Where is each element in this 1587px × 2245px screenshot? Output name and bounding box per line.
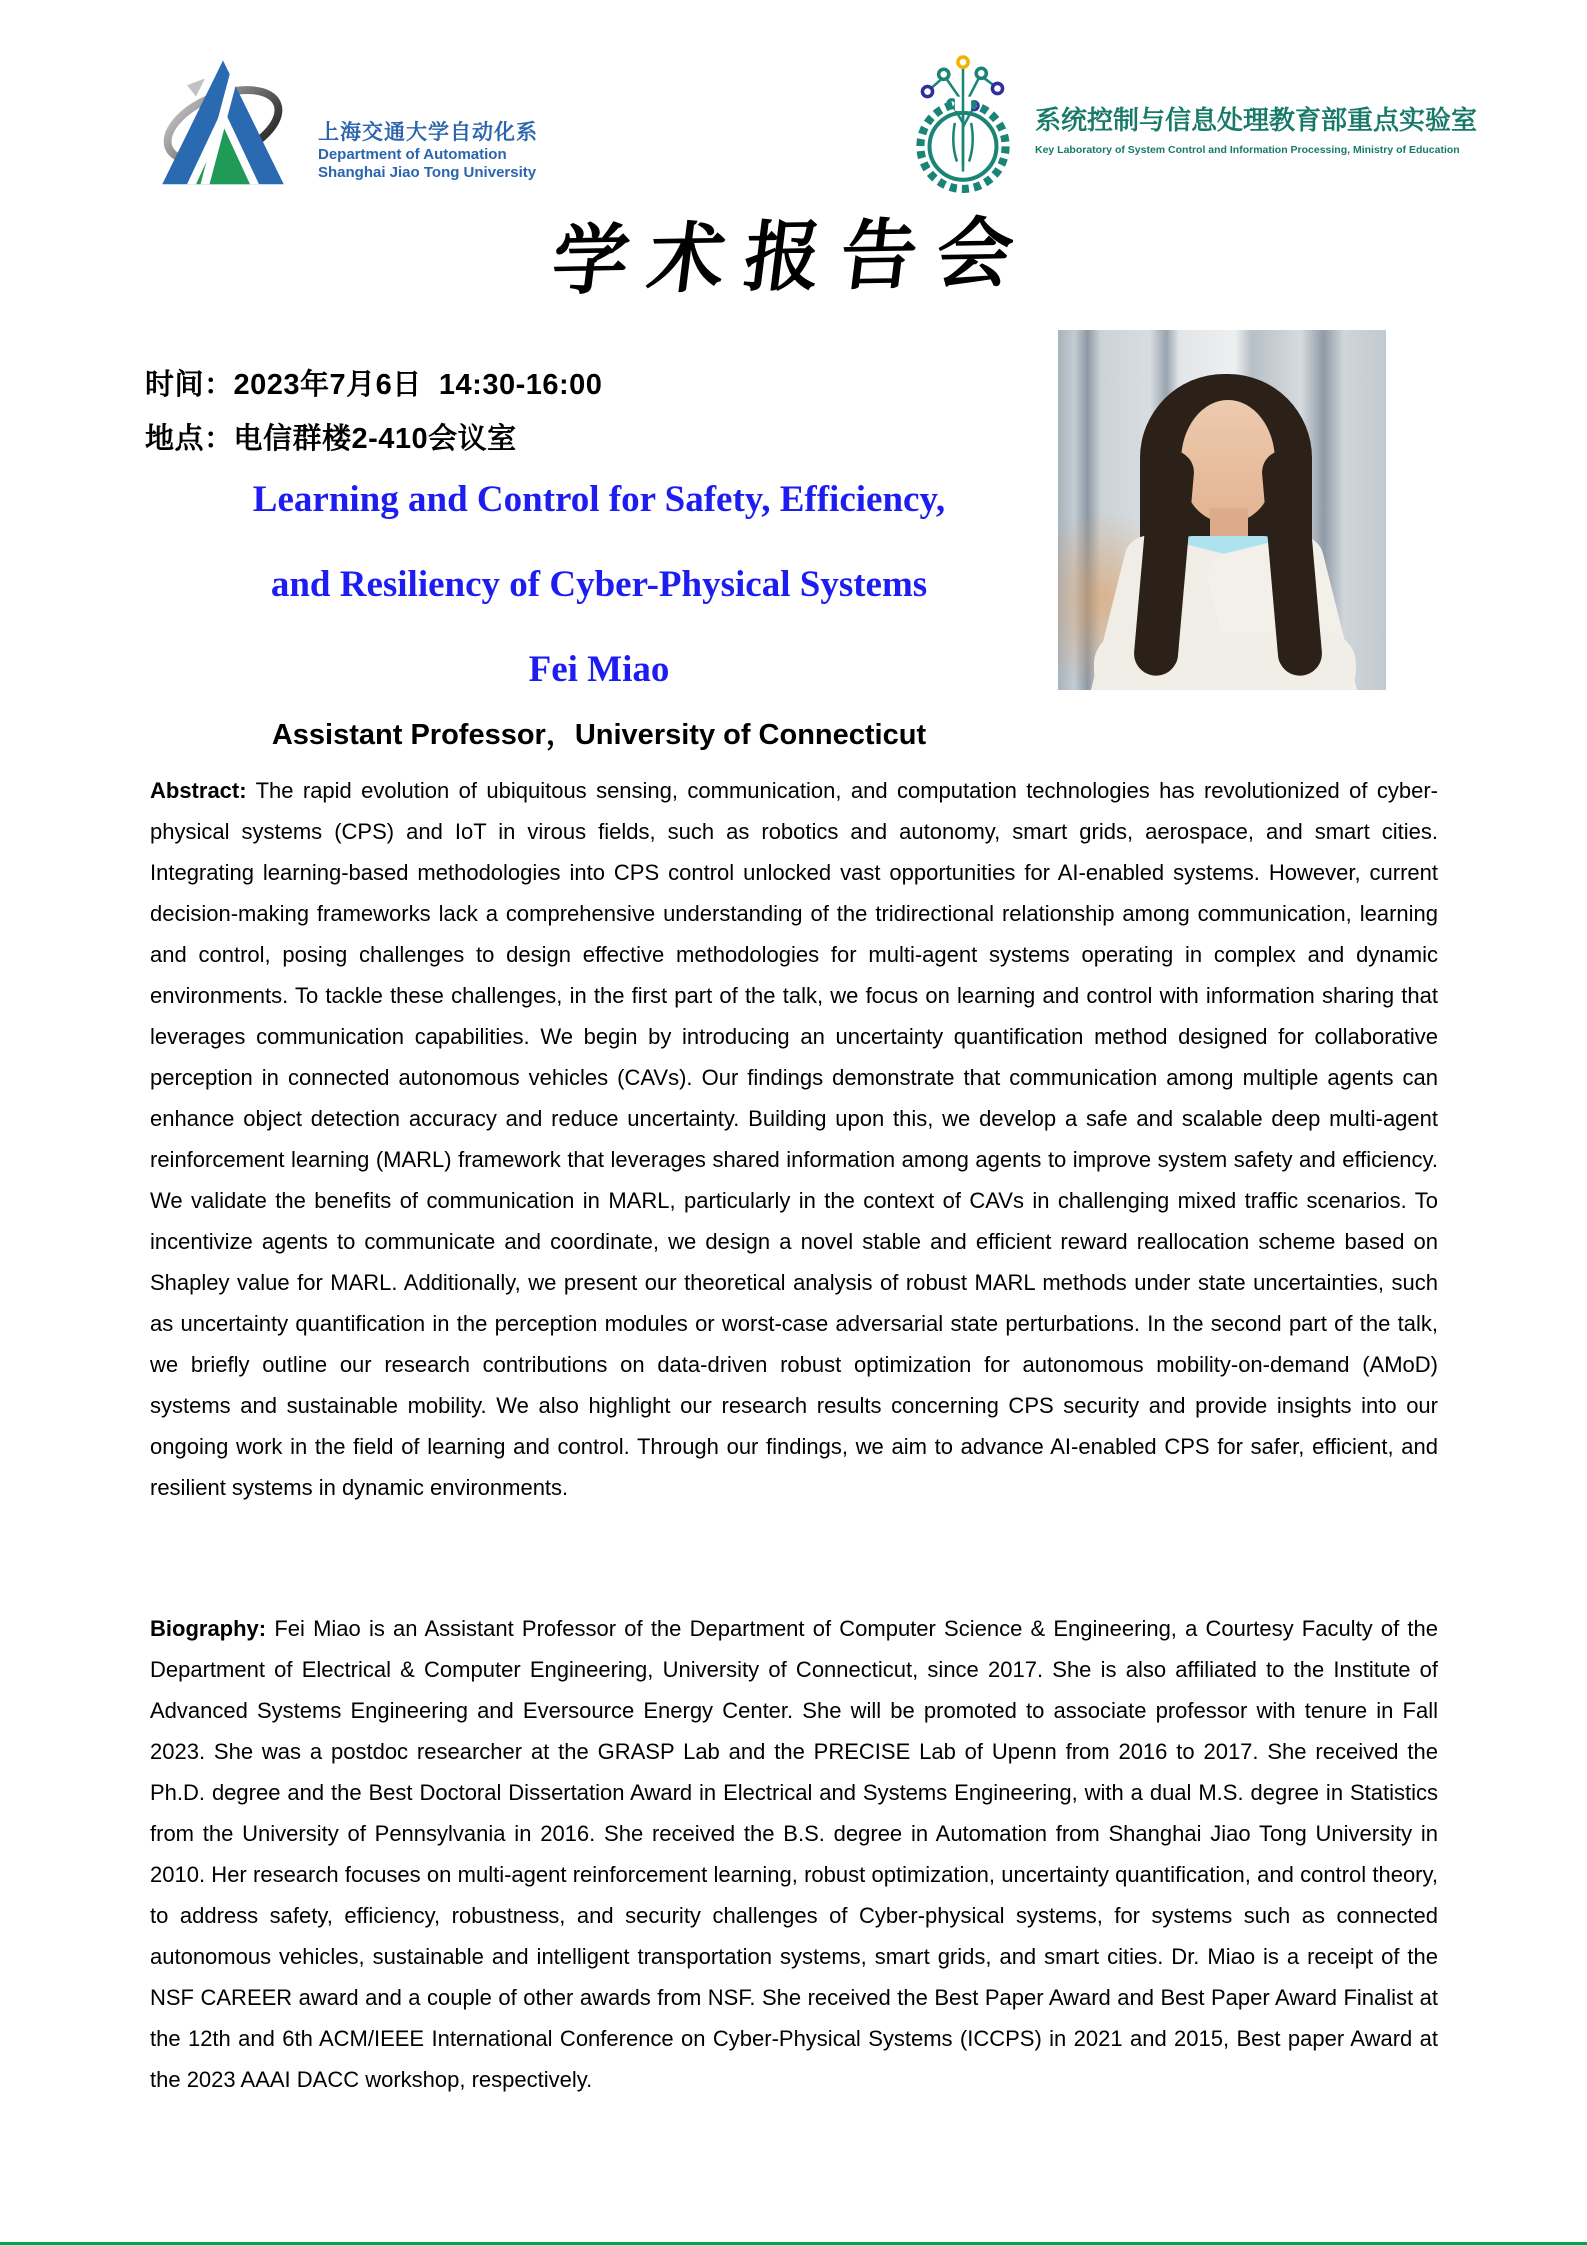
left-logo-cn: 上海交通大学自动化系 — [318, 121, 538, 144]
time-label: 时间： — [145, 369, 234, 401]
talk-title-line2: and Resiliency of Cyber-Physical Systems — [270, 564, 928, 605]
talk-title-line1: Learning and Control for Safety, Efficiency, — [252, 479, 946, 520]
event-info — [145, 362, 602, 470]
keylab-gear-circuit-icon — [912, 52, 1014, 194]
speaker-photo — [1058, 330, 1386, 690]
event-place-line — [145, 416, 602, 457]
biography-paragraph — [150, 1608, 1438, 2100]
abstract-text: The rapid evolution of ubiquitous sensing, communication, and computation technologies has revolutionized of cyber-physical systems (CPS) and IoT in virous fields, such as robotics and autonomy, smart grids, aerospace, and smart cities. Integrating learning-based methodologies into CPS control unlocked vast opportunities for AI-enabled systems. However, current decision-making frameworks lack a comprehensive understanding of the tridirectional relationship among communication, learning and control, posing challenges to design effective methodologies for multi-agent systems operating in complex and dynamic environments. To tackle these challenges, in the first part of the talk, we focus on learning and control with information sharing that leverages communication capabilities. We begin by introducing an uncertainty quantification method designed for collaborative perception in connected autonomous vehicles (CAVs). Our findings demonstrate that communication among multiple agents can enhance object detection accuracy and reduce uncertainty. Building upon this, we develop a safe and scalable deep multi-agent reinforcement learning (MARL) framework that leverages shared information among agents to improve system safety and efficiency. We validate the benefits of communication in MARL, particularly in the context of CAVs in challenging mixed traffic scenarios. To incentivize agents to communicate and coordinate, we design a novel stable and efficient reward reallocation scheme based on Shapley value for MARL. Additionally, we present our theoretical analysis of robust MARL methods under state uncertainties, such as uncertainty quantification in the perception modules or worst-case adversarial state perturbations. In the second part of the talk, we briefly outline our research contributions on data-driven robust optimization for autonomous mobility-on-demand (AMoD) systems and sustainable mobility. We also highlight our research results concerning CPS security and provide insights into our ongoing work in the field of learning and control. Through our findings, we aim to advance AI-enabled CPS for safer, efficient, and resilient systems in dynamic environments. — [150, 778, 1438, 1500]
left-logo-en2: Shanghai Jiao Tong University — [318, 164, 537, 181]
biography-label: Biography: — [150, 1616, 267, 1641]
sjtu-automation-logo-text — [318, 116, 538, 182]
right-logo-cn: 系统控制与信息处理教育部重点实验室 — [1035, 105, 1478, 135]
speaker-name: Fei Miao — [528, 649, 670, 690]
abstract-paragraph — [150, 770, 1438, 1508]
keylab-logo-text — [1035, 100, 1477, 156]
speaker-affiliation: Assistant Professor，University of Connecticut — [271, 719, 927, 751]
left-logo-en1: Department of Automation — [318, 146, 507, 163]
banner-title: 学术报告会 — [547, 207, 1039, 306]
right-logo-en: Key Laboratory of System Control and Information Processing, Ministry of Education — [1035, 144, 1460, 156]
place-label: 地点： — [145, 423, 234, 455]
biography-text: Fei Miao is an Assistant Professor of the Department of Computer Science & Engineering, a Courtesy Faculty of the Department of Electrical & Computer Engineering, University of Connecticut, since 2017. She is also affiliated to the Institute of Advanced Systems Engineering and Eversource Energy Center. She will be promoted to associate professor with tenure in Fall 2023. She was a postdoc researcher at the GRASP Lab and the PRECISE Lab of Upenn from 2016 to 2017. She received the Ph.D. degree and the Best Doctoral Dissertation Award in Electrical and Systems Engineering, with a dual M.S. degree in Statistics from the University of Pennsylvania in 2016. She received the B.S. degree in Automation from Shanghai Jiao Tong University in 2010. Her research focuses on multi-agent reinforcement learning, robust optimization, uncertainty quantification, and control theory, to address safety, efficiency, robustness, and security challenges of Cyber-physical systems, for systems such as connected autonomous vehicles, sustainable and intelligent transportation systems, smart grids, and smart cities. Dr. Miao is a receipt of the NSF CAREER award and a couple of other awards from NSF. She received the Best Paper Award and Best Paper Award Finalist at the 12th and 6th ACM/IEEE International Conference on Cyber-Physical Systems (ICCPS) in 2021 and 2015, Best paper Award at the 2023 AAAI DACC workshop, respectively. — [150, 1616, 1438, 2092]
abstract-label: Abstract: — [150, 778, 247, 803]
place-value: 电信群楼2-410会议室 — [233, 423, 517, 455]
time-value: 2023年7月6日 14:30-16:00 — [233, 369, 603, 401]
photo-face — [1181, 400, 1275, 522]
event-time-line — [145, 362, 602, 403]
sjtu-automation-a-mark-icon — [148, 56, 298, 191]
